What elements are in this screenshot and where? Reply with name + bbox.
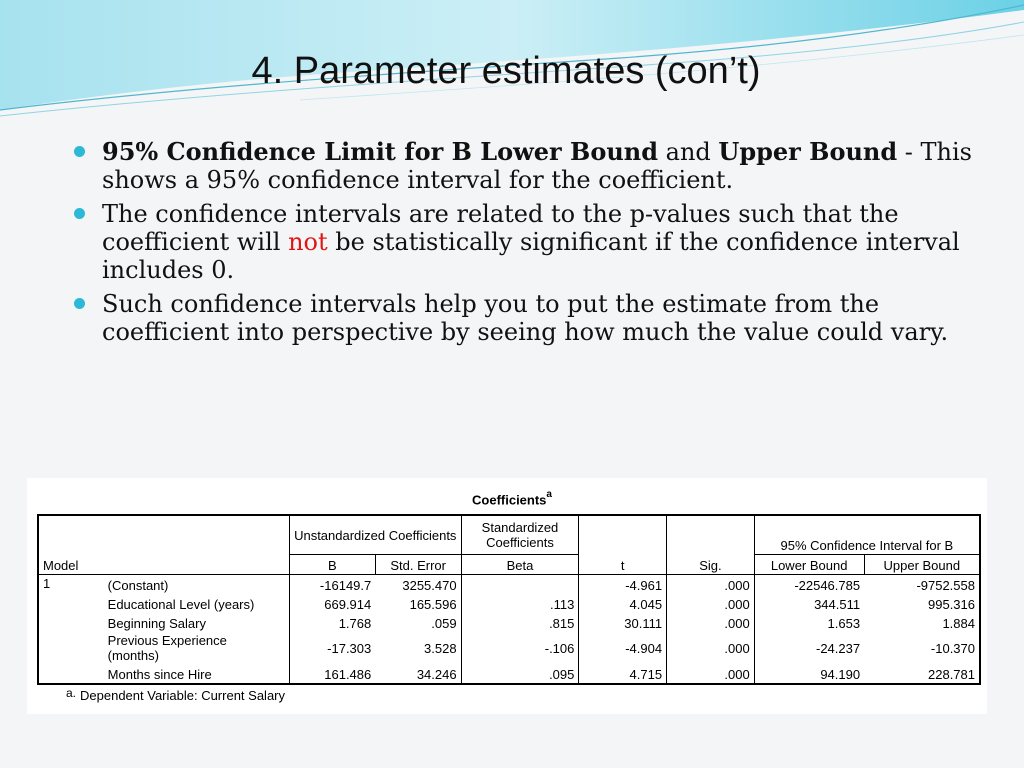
cell-b: -17.303 <box>289 632 375 664</box>
bullet-bold-upper-bound: Upper Bound <box>718 137 898 166</box>
footnote-text: Dependent Variable: Current Salary <box>80 688 286 703</box>
cell-t: 30.111 <box>579 613 667 632</box>
cell-b: 1.768 <box>289 613 375 632</box>
bullet-item <box>72 290 982 346</box>
header-sig: Sig. <box>667 555 755 575</box>
cell-lower: -22546.785 <box>754 575 864 595</box>
cell-sig: .000 <box>667 575 755 595</box>
header-beta: Beta <box>461 555 579 575</box>
cell-lower: 344.511 <box>754 594 864 613</box>
bullet-item <box>72 200 982 284</box>
bullet-icon <box>74 146 85 157</box>
bullet-bold-lower-bound: 95% Confidence Limit for B Lower Bound <box>102 137 659 166</box>
slide-title: 4. Parameter estimates (con’t) <box>251 50 761 92</box>
header-model: Model <box>38 555 289 575</box>
cell-se: 165.596 <box>409 597 457 612</box>
bullet-icon <box>74 298 85 309</box>
header-standardized: Standardized Coefficients <box>461 515 579 555</box>
cell-beta <box>461 575 579 595</box>
title-footnote-marker: a <box>546 489 552 500</box>
cell-lower: 94.190 <box>754 664 864 684</box>
emphasis-not: not <box>288 228 328 256</box>
bullet-text: be statistically significant if the confidence interval includes 0. <box>102 228 960 284</box>
row-label-line2: (months) <box>107 648 159 663</box>
footnote-marker: a. <box>66 686 77 700</box>
cell-upper: -9752.558 <box>864 575 980 595</box>
row-label: (Constant) <box>107 578 169 593</box>
header-b: B <box>289 555 375 575</box>
bullet-text: The confidence intervals are related to the p-values such that the coefficient will <box>102 200 899 256</box>
row-label: Beginning Salary <box>107 616 206 631</box>
cell-sig: .000 <box>667 594 755 613</box>
header-confidence-interval: 95% Confidence Interval for B <box>754 535 980 555</box>
cell-se: 34.246 <box>375 664 461 684</box>
header-std-error: Std. Error <box>375 555 461 575</box>
bullet-text: and <box>658 138 719 166</box>
table-footnote <box>66 688 285 703</box>
table-row <box>38 575 980 595</box>
cell-b: 161.486 <box>289 664 375 684</box>
coefficients-table <box>37 514 981 685</box>
header-upper-bound: Upper Bound <box>864 555 980 575</box>
bullet-list <box>72 138 982 352</box>
cell-upper: 1.884 <box>864 613 980 632</box>
cell-b: 669.914 <box>289 594 375 613</box>
bullet-text: Such confidence intervals help you to put the estimate from the coefficient into perspective by seeing how much the value could vary. <box>102 290 949 346</box>
cell-b: -16149.7 <box>289 575 375 595</box>
cell-sig: .000 <box>667 664 755 684</box>
cell-t: 4.715 <box>579 664 667 684</box>
cell-sig: .000 <box>667 632 755 664</box>
row-label <box>104 632 290 664</box>
row-label-line1: Previous Experience <box>107 633 227 648</box>
header-lower-bound: Lower Bound <box>754 555 864 575</box>
table-row <box>38 594 980 613</box>
cell-upper: 995.316 <box>864 594 980 613</box>
cell-se: .059 <box>431 616 457 631</box>
row-label: Educational Level (years) <box>107 597 255 612</box>
cell-beta: .113 <box>461 594 579 613</box>
cell-t: -4.904 <box>579 632 667 664</box>
bullet-icon <box>74 208 85 219</box>
table-row <box>38 664 980 684</box>
cell-t: -4.961 <box>579 575 667 595</box>
cell-upper: 228.781 <box>864 664 980 684</box>
cell-se: 3255.470 <box>402 578 457 593</box>
cell-beta: .815 <box>461 613 579 632</box>
coefficients-title: Coefficients$^a$ <box>472 489 552 508</box>
cell-lower: -24.237 <box>754 632 864 664</box>
header-unstandardized: Unstandardized Coefficients <box>289 515 461 555</box>
model-number: 1 <box>38 575 104 595</box>
cell-sig: .000 <box>667 613 755 632</box>
cell-se: 3.528 <box>424 640 457 656</box>
bullet-item <box>72 138 982 194</box>
row-label: Months since Hire <box>104 664 290 684</box>
header-t: t <box>579 555 667 575</box>
cell-upper: -10.370 <box>864 632 980 664</box>
cell-lower: 1.653 <box>754 613 864 632</box>
bullet-text: - This shows a 95% confidence interval for the coefficient. <box>102 138 972 194</box>
cell-t: 4.045 <box>579 594 667 613</box>
cell-beta: .095 <box>461 664 579 684</box>
table-row <box>38 613 980 632</box>
cell-beta: -.106 <box>461 632 579 664</box>
table-row <box>38 632 980 664</box>
